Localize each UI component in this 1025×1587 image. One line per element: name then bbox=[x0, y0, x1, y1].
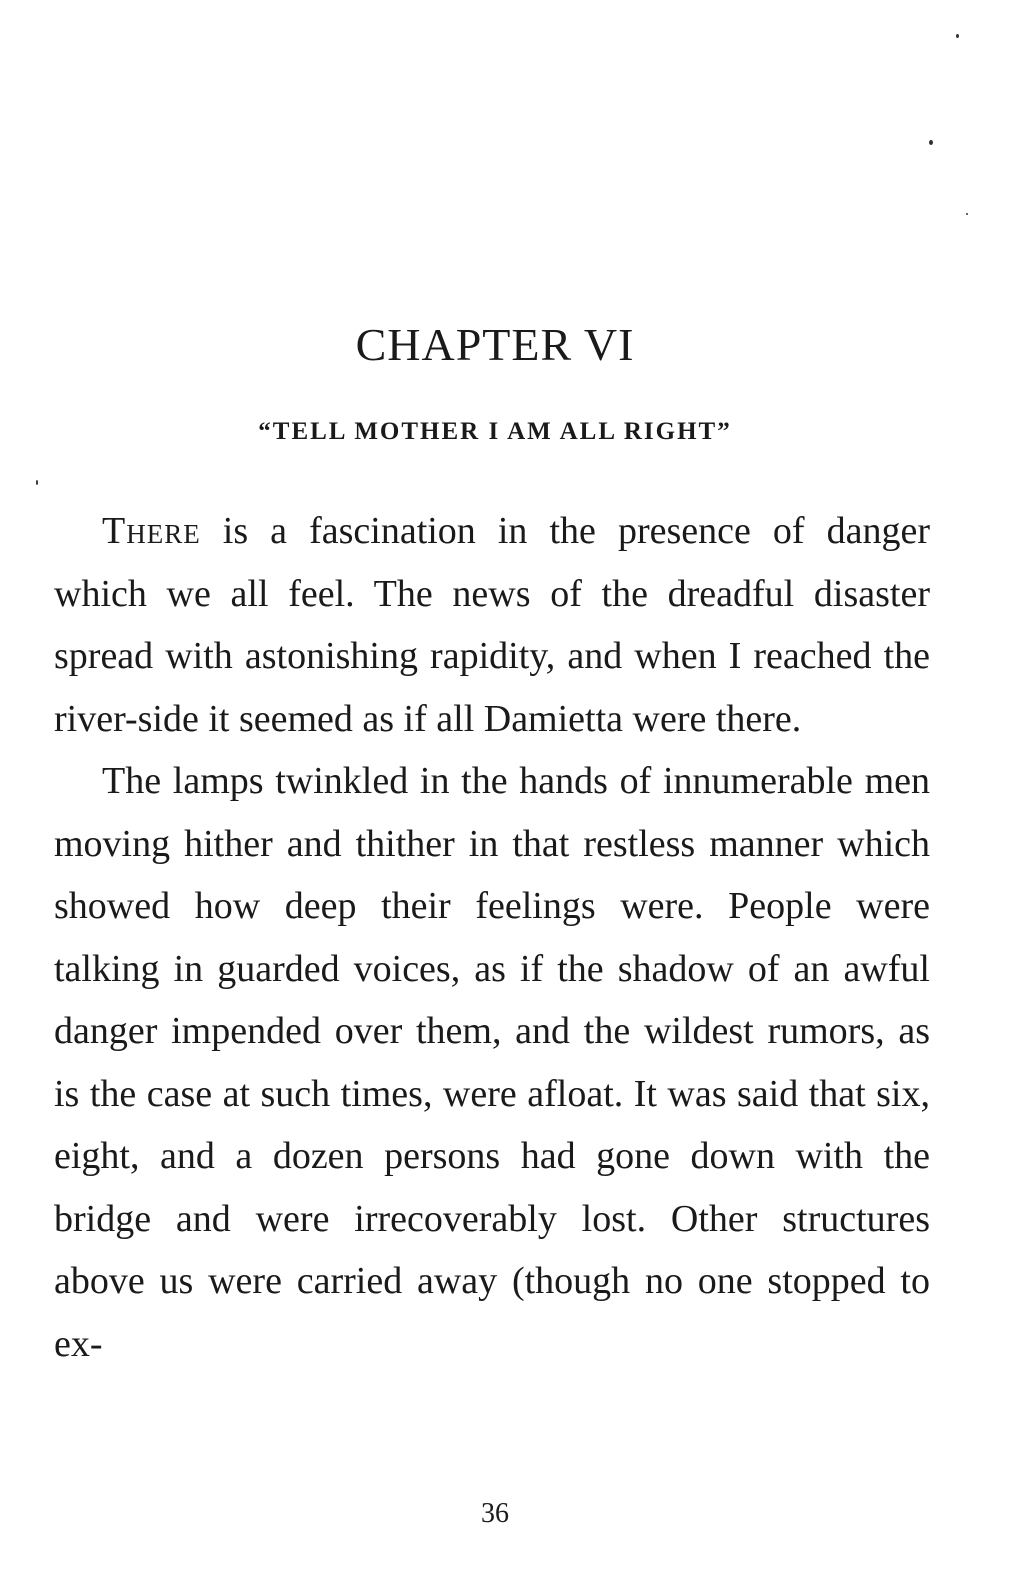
page-number: 36 bbox=[481, 1498, 509, 1529]
body-text bbox=[54, 500, 930, 1375]
paragraph bbox=[54, 750, 930, 1375]
paragraph-text: The lamps twinkled in the hands of innumerable men moving hither and thither in that restless manner which showed how deep their feelings were. People were talking in guarded voices, as if the shadow of an awful danger impended over them, and the wildest rumors, as is the case at such times, were afloat. It was said that six, eight, and a dozen persons had gone down with the bridge and were irrecoverably lost. Other structures above us were carried away (though no one stopped to ex- bbox=[54, 760, 930, 1365]
ink-speck bbox=[966, 213, 968, 215]
ink-speck bbox=[929, 140, 933, 145]
paragraph-lead-word: There bbox=[102, 510, 201, 552]
chapter-subtitle: “TELL MOTHER I AM ALL RIGHT” bbox=[258, 418, 732, 445]
ink-speck bbox=[36, 480, 38, 485]
chapter-title: CHAPTER VI bbox=[355, 319, 635, 370]
paragraph bbox=[54, 500, 930, 750]
paragraph-text: is a fascination in the presence of danger which we all feel. The news of the dreadful disaster spread with astonishing rapidity, and when I reached the river-side it seemed as if all Damietta were there. bbox=[54, 510, 930, 740]
ink-speck bbox=[956, 34, 959, 38]
